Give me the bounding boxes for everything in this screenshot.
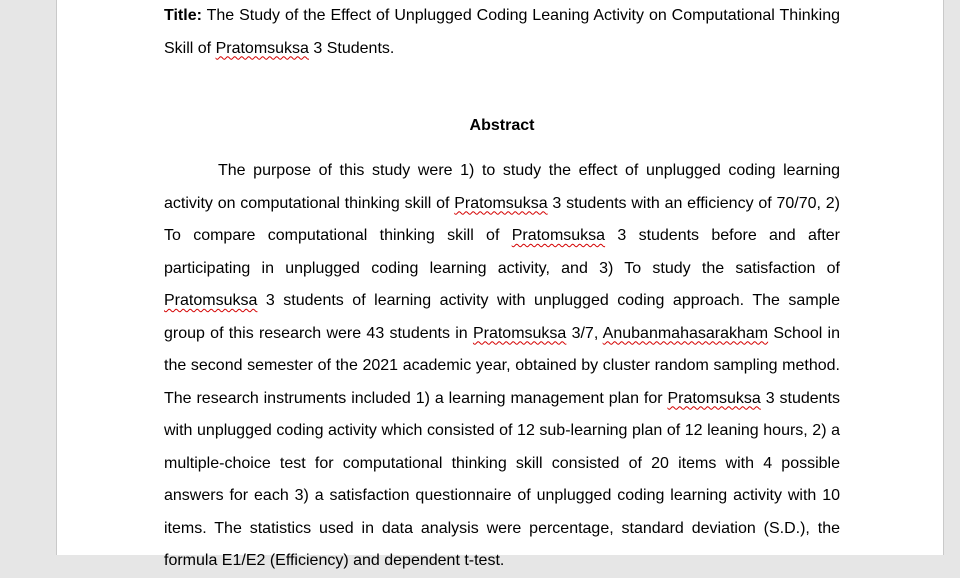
spellcheck-word[interactable]: Pratomsuksa	[454, 194, 548, 212]
title-label: Title:	[164, 7, 202, 24]
abstract-text: 3 students with an efficiency of 70/70, 2) To compare computational thinking skill of	[164, 194, 841, 244]
abstract-text: The purpose of this study were 1) to study the effect of unplugged coding learning activity on computational thinking skill of	[164, 162, 840, 212]
abstract-text: 3 students of learning activity with unplugged coding approach. The sample group of this research were 43 students in	[164, 292, 840, 342]
spellcheck-word[interactable]: Pratomsuksa	[667, 389, 761, 407]
abstract-text: 3 students before and after participating in unplugged coding learning activity, and 3) To study the satisfaction of	[164, 227, 841, 277]
abstract-heading: Abstract	[469, 117, 535, 134]
spellcheck-word[interactable]: Pratomsuksa	[511, 227, 606, 244]
abstract-text: School in the second semester of the 2021 academic year, obtained by cluster random sampling method. The research instruments included 1) a learning management plan for	[164, 324, 841, 407]
spellcheck-word[interactable]: Anubanmahasarakham	[602, 324, 769, 342]
abstract-text: 3/7,	[566, 324, 603, 342]
title-text: The Study of the Effect of Unplugged Coding Leaning Activity on Computational Thinking Skill of	[164, 7, 840, 57]
abstract-paragraph	[164, 155, 840, 578]
document-page[interactable]	[56, 0, 944, 569]
title-paragraph	[164, 0, 840, 65]
abstract-text: 3 students with unplugged coding activity which consisted of 12 sub-learning plan of 12 leaning hours, 2) a multiple-choice test for computational thinking skill consisted of 20 items with 4 possible answers for each 3) a satisfaction questionnaire of unplugged coding learning activity with 10 items. The statistics used in data analysis were percentage, standard deviation (S.D.), the formula E1/E2 (Efficiency) and dependent t-test.	[164, 389, 841, 569]
spellcheck-word[interactable]: Pratomsuksa	[164, 292, 258, 309]
spellcheck-word[interactable]: Pratomsuksa	[472, 324, 567, 342]
title-text: 3 Students.	[308, 39, 395, 57]
spellcheck-word[interactable]: Pratomsuksa	[215, 39, 309, 57]
